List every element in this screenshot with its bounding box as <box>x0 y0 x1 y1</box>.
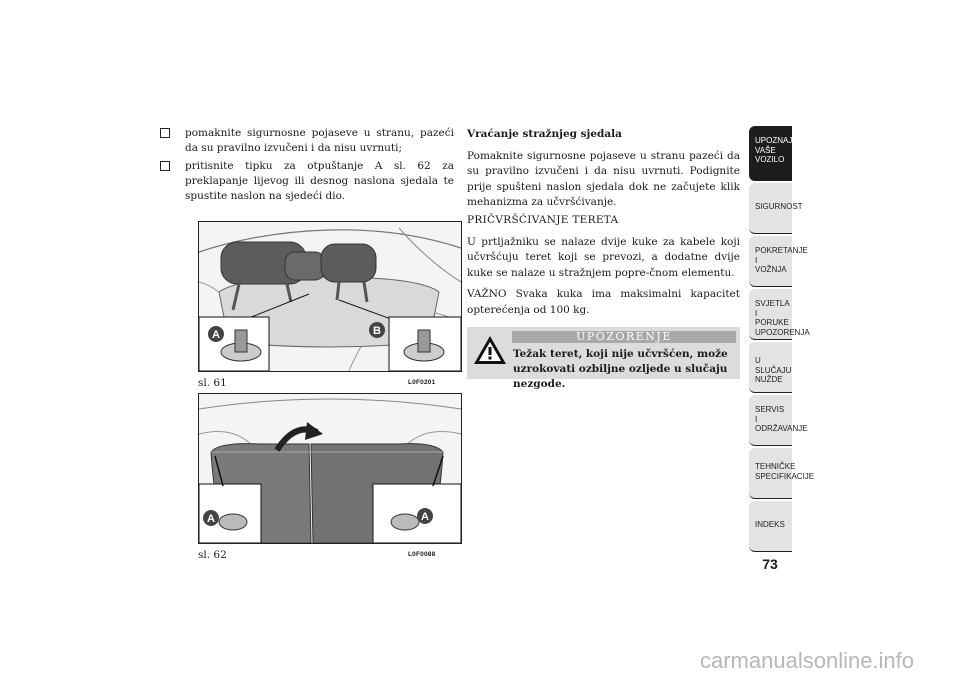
section-paragraph: U prtljažniku se nalaze dvije kuke za kabele koji učvršćuju teret koji se prevozi, a dodatne dvije kuke se nalaze u stražnjem popre-čnom elementu. <box>467 235 740 279</box>
instruction-list <box>158 126 454 207</box>
bullet-text: pritisnite tipku za otpuštanje A sl. 62 za preklapanje lijevog ili desnog naslona sjedala te spustite naslon na sjedeći dio. <box>185 160 454 202</box>
tab-upoznajte-vase-vozilo[interactable]: UPOZNAJTE VAŠE VOZILO <box>749 126 792 181</box>
tab-u-slucaju-nuzde[interactable]: U SLUČAJU NUŽDE <box>749 342 792 393</box>
section-cargo-securing <box>467 213 740 324</box>
tab-tehnicke-specifikacije[interactable]: TEHNIČKE SPECIFIKACIJE <box>749 448 792 499</box>
figure-61-illustration <box>198 221 462 372</box>
section-paragraph: Pomaknite sigurnosne pojaseve u stranu pazeći da su pravilno izvučeni i da nisu uvrnuti. Podignite prije spušteni naslon sjedala dok ne začujete klik mehanizma za učvršćivanje. <box>467 149 740 208</box>
page-number: 73 <box>762 556 778 572</box>
tab-pokretanje-i-voznja[interactable]: POKRETANJE I VOŽNJA <box>749 236 792 287</box>
tab-servis-i-odrzavanje[interactable]: SERVIS I ODRŽAVANJE <box>749 395 792 446</box>
watermark: carmanualsonline.info <box>700 648 915 673</box>
figure-61-caption: sl. 61 <box>198 377 227 389</box>
warning-box <box>467 327 740 390</box>
figure-62-illustration <box>198 393 462 544</box>
tab-svjetla-i-poruke-upozorenja[interactable]: SVJETLA I PORUKE UPOZORENJA <box>749 289 792 340</box>
checkbox-bullet-icon <box>160 161 170 171</box>
label-a-right: A <box>421 511 429 523</box>
label-a: A <box>212 329 220 341</box>
section-heading: Vraćanje stražnjeg sjedala <box>467 128 622 140</box>
checkbox-bullet-icon <box>160 128 170 138</box>
important-note: VAŽNO Svaka kuka ima maksimalni kapacitet opterećenja od 100 kg. <box>467 288 740 316</box>
figure-62-caption: sl. 62 <box>198 549 227 561</box>
section-heading: PRIČVRŠĆIVANJE TERETA <box>467 214 619 226</box>
figure-61-code: L0F0201 <box>408 379 436 386</box>
warning-triangle-icon <box>473 335 507 369</box>
label-a-left: A <box>207 513 215 525</box>
list-item <box>158 159 454 204</box>
section-seat-return <box>467 127 740 217</box>
warning-text: Težak teret, koji nije učvršćen, može uzrokovati ozbiljne ozljede u slučaju nezgode. <box>513 348 728 390</box>
figure-62-code: L0F0088 <box>408 551 436 558</box>
tab-indeks[interactable]: INDEKS <box>749 501 792 552</box>
list-item <box>158 126 454 156</box>
bullet-text: pomaknite sigurnosne pojaseve u stranu, pazeći da su pravilno izvučeni i da nisu uvrnuti; <box>185 127 454 154</box>
label-b: B <box>373 325 381 337</box>
tab-sigurnost[interactable]: SIGURNOST <box>749 183 792 234</box>
warning-title: UPOZORENJE <box>512 331 736 343</box>
